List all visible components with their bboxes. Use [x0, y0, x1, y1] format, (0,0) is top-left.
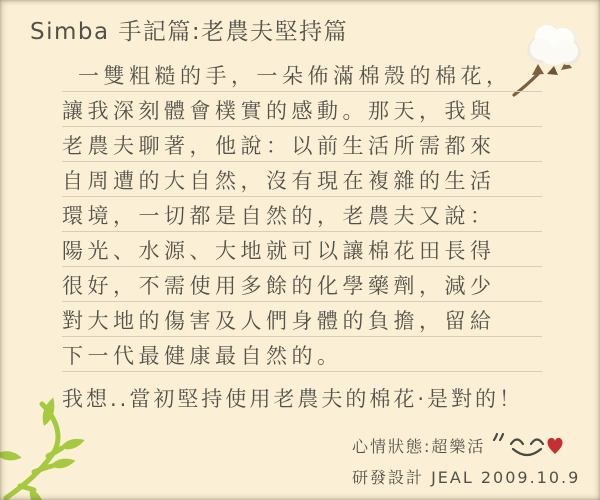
footer — [352, 430, 580, 488]
note-line: 一雙粗糙的手，一朵佈滿棉殼的棉花， — [62, 57, 542, 92]
note-body — [62, 57, 542, 413]
note-line: 老農夫聊著，他說：以前生活所需都來 — [62, 127, 542, 162]
page-title: Simba 手記篇:老農夫堅持篇 — [30, 19, 349, 45]
credit-text: 研發設計 JEAL 2009.10.9 — [352, 468, 581, 487]
green-branch-icon — [0, 382, 128, 500]
note-line: 陽光、水源、大地就可以讓棉花田長得 — [62, 232, 542, 267]
note-line: 下一代最健康最自然的。 — [62, 337, 542, 372]
smiley-heart-icon — [489, 428, 565, 462]
note-closing-line: 我想..當初堅持使用老農夫的棉花·是對的！ — [62, 387, 524, 411]
note-line: 自周遭的大自然，沒有現在複雜的生活 — [62, 162, 542, 197]
note-line: 很好，不需使用多餘的化學藥劑，減少 — [62, 267, 542, 302]
mood-status-text: 心情狀態:超樂活 — [352, 436, 486, 456]
note-line: 環境，一切都是自然的，老農夫又說： — [62, 197, 542, 232]
note-line: 對大地的傷害及人們身體的負擔，留給 — [62, 302, 542, 337]
note-line: 讓我深刻體會樸實的感動。那天，我與 — [62, 92, 542, 127]
